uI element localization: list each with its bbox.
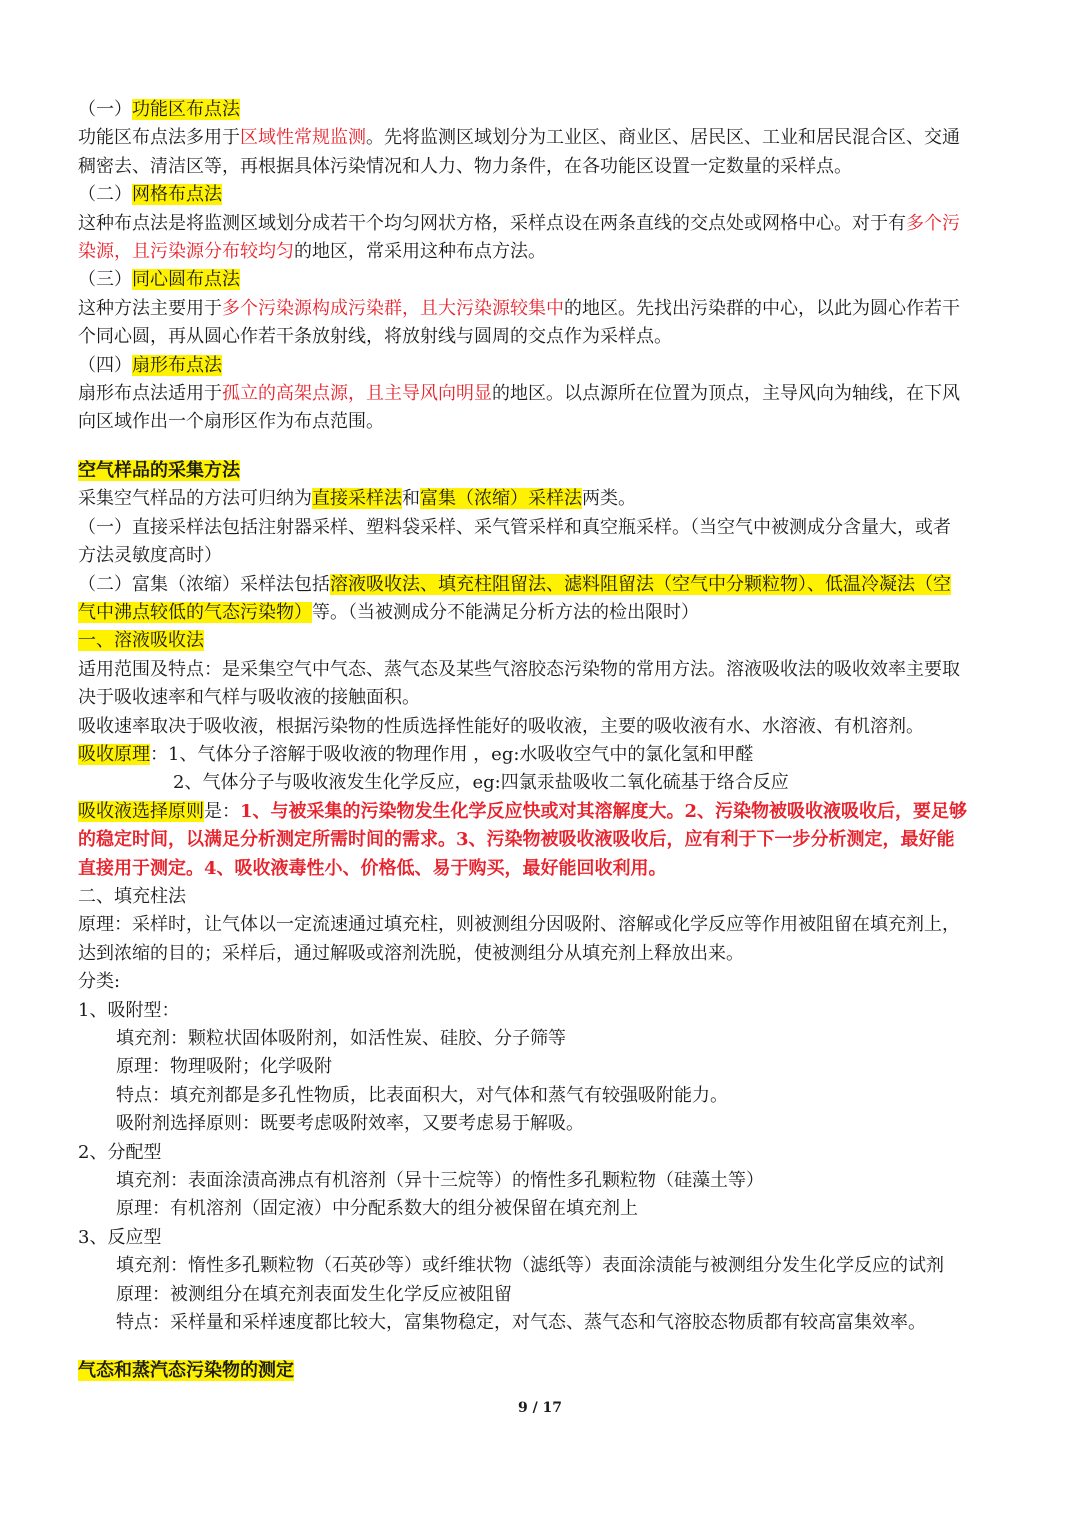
section-heading: 气态和蒸汽态污染物的测定 — [78, 1360, 294, 1382]
list-item: 特点：采样量和采样速度都比较大，富集物稳定，对气态、蒸气态和气溶胶态物质都有较高富集效率。 — [116, 1312, 926, 1334]
paragraph-line: （二）富集（浓缩）采样法包括溶液吸收法、填充柱阻留法、滤料阻留法（空气中分颗粒物）、低温冷凝法（空 — [78, 573, 951, 595]
list-item: 原理：物理吸附；化学吸附 — [116, 1056, 332, 1078]
paragraph-line: 这种布点法是将监测区域划分成若干个均匀网状方格，采样点设在两条直线的交点处或网格中心。对于有多个污 — [78, 212, 960, 234]
paragraph-line: 方法灵敏度高时） — [78, 545, 222, 567]
paragraph-line: 扇形布点法适用于孤立的高架点源，且主导风向明显的地区。以点源所在位置为顶点，主导风向为轴线，在下风 — [78, 383, 960, 405]
paragraph-line: 吸收液选择原则是：1、与被采集的污染物发生化学反应快或对其溶解度大。2、污染物被吸收液吸收后，要足够 — [78, 800, 968, 822]
paragraph-line: 个同心圆，再从圆心作若干条放射线，将放射线与圆周的交点作为采样点。 — [78, 326, 672, 348]
list-item: 填充剂：惰性多孔颗粒物（石英砂等）或纤维状物（滤纸等）表面涂渍能与被测组分发生化学反应的试剂 — [116, 1255, 944, 1277]
paragraph-line: 分类: — [78, 971, 121, 993]
subsection-heading: （一）功能区布点法 — [78, 99, 240, 120]
list-item: 填充剂：表面涂渍高沸点有机溶剂（异十三烷等）的惰性多孔颗粒物（硅藻土等） — [116, 1170, 764, 1192]
paragraph-line: 稠密去、清洁区等，再根据具体污染情况和人力、物力条件，在各功能区设置一定数量的采样点。 — [78, 155, 852, 177]
page-number: 9 / 17 — [517, 1400, 563, 1416]
subsection-heading: （二）网格布点法 — [78, 184, 222, 206]
list-item: 2、分配型 — [78, 1141, 162, 1163]
section-heading: 空气样品的采集方法 — [78, 459, 240, 481]
subsection-heading: （四）扇形布点法 — [78, 354, 222, 376]
list-item: 3、反应型 — [78, 1226, 162, 1248]
paragraph-line: 功能区布点法多用于区域性常规监测。先将监测区域划分为工业区、商业区、居民区、工业和居民混合区、交通 — [78, 127, 960, 149]
paragraph-line: 直接用于测定。4、吸收液毒性小、价格低、易于购买，最好能回收利用。 — [78, 857, 667, 879]
list-item: 原理：被测组分在填充剂表面发生化学反应被阻留 — [116, 1283, 512, 1305]
list-item: 原理：有机溶剂（固定液）中分配系数大的组分被保留在填充剂上 — [116, 1198, 638, 1220]
list-item: 1、吸附型： — [78, 999, 180, 1021]
paragraph-line: 的稳定时间，以满足分析测定所需时间的需求。3、污染物被吸收液吸收后，应有利于下一步分析测定，最好能 — [78, 829, 955, 851]
list-item: 吸附剂选择原则：既要考虑吸附效率，又要考虑易于解吸。 — [116, 1113, 584, 1135]
subsection-heading: 二、填充柱法 — [78, 885, 186, 907]
paragraph-line: 吸收速率取决于吸收液，根据污染物的性质选择性能好的吸收液，主要的吸收液有水、水溶液、有机溶剂。 — [78, 715, 924, 737]
paragraph-line: 吸收原理：1、气体分子溶解于吸收液的物理作用 ，eg:水吸收空气中的氯化氢和甲醛 — [78, 743, 754, 765]
document-page — [78, 96, 1006, 1386]
subsection-heading: （三）同心圆布点法 — [78, 269, 240, 291]
paragraph-line: 染源，且污染源分布较均匀的地区，常采用这种布点方法。 — [78, 241, 546, 263]
list-item: 特点：填充剂都是多孔性物质，比表面积大，对气体和蒸气有较强吸附能力。 — [116, 1084, 728, 1106]
paragraph-line: 决于吸收速率和气样与吸收液的接触面积。 — [78, 687, 420, 709]
paragraph-line: 达到浓缩的目的；采样后，通过解吸或溶剂洗脱，使被测组分从填充剂上释放出来。 — [78, 942, 744, 964]
paragraph-line: 向区域作出一个扇形区作为布点范围。 — [78, 411, 384, 433]
paragraph-line: 原理：采样时，让气体以一定流速通过填充柱，则被测组分因吸附、溶解或化学反应等作用被阻留在填充剂上， — [78, 914, 960, 936]
paragraph-line: 采集空气样品的方法可归纳为直接采样法和富集（浓缩）采样法两类。 — [78, 488, 636, 510]
subsection-heading: 一、溶液吸收法 — [78, 630, 204, 652]
paragraph-line: 气中沸点较低的气态污染物）等。（当被测成分不能满足分析方法的检出限时） — [78, 601, 699, 623]
paragraph-line: 2、气体分子与吸收液发生化学反应，eg:四氯汞盐吸收二氧化硫基于络合反应 — [173, 772, 789, 794]
paragraph-line: （一）直接采样法包括注射器采样、塑料袋采样、采气管采样和真空瓶采样。（当空气中被测成分含量大，或者 — [78, 516, 951, 538]
paragraph-line: 适用范围及特点：是采集空气中气态、蒸气态及某些气溶胶态污染物的常用方法。溶液吸收法的吸收效率主要取 — [78, 658, 960, 680]
list-item: 填充剂：颗粒状固体吸附剂，如活性炭、硅胶、分子筛等 — [116, 1028, 566, 1049]
paragraph-line: 这种方法主要用于多个污染源构成污染群，且大污染源较集中的地区。先找出污染群的中心，以此为圆心作若干 — [78, 297, 960, 319]
